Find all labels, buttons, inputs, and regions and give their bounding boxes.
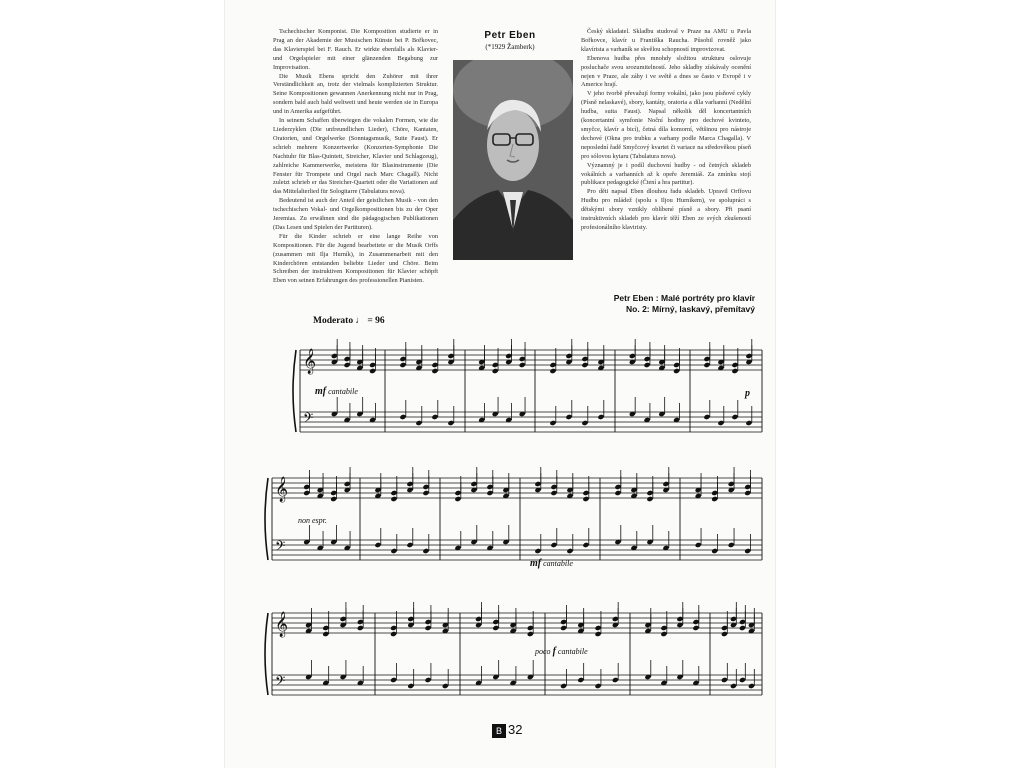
sheet-music-page <box>225 0 775 768</box>
czech-paragraph: Pro děti napsal Eben dlouhou řadu skladeb. Upravil Orffovu Hudbu pro mládež (spolu s Iljou Hurníkem), ve spolupráci s dětskými sbory vznikly oblíbené písně a sbory. Při psaní instruktivních skladeb pro klavír těží Eben ze svých zkušeností profesionálního klaviristy. <box>581 188 751 231</box>
page-number-text: 32 <box>508 722 523 737</box>
publisher-logo-icon: B <box>492 724 506 738</box>
music-score <box>225 0 775 768</box>
composer-birth: (*1929 Žamberk) <box>485 43 535 51</box>
dynamic-p-text: p <box>745 388 750 399</box>
dynamic-p <box>745 388 750 399</box>
brace <box>265 478 268 560</box>
piece-subtitle: No. 2: Mírný, laskavý, přemítavý <box>626 304 755 314</box>
cantabile-text-2: cantabile <box>543 559 573 568</box>
bass-clef-icon: 𝄢 <box>303 410 314 429</box>
composer-name: Petr Eben <box>484 30 536 41</box>
expression-non-espr: non espr. <box>298 516 327 525</box>
german-paragraph: In seinem Schaffen überwiegen die vokalen Formen, wie die Liederzyklen (Die unfreundlichen Lieder), Chöre, Kantaten, Oratorien, und Orgelwerke (Sonntagsmusik, Suite Faust). Er schrieb mehrere Konzertwerke (Konzerten-Symphonie Die Nachtuhr für Blas-Quintett, Streicher, Klavier und Schlagzeug), zahlreiche Kammerwerke, meistens für Blasinstrumente (Die Fenster für Trompete und Orgel nach Marc Chagall). Nicht zuletzt schrieb er das Streicher-Quartett oder die Variationen auf das Mittelalterlied für Sologitarre (Tabulatura nova). <box>273 117 438 196</box>
cantabile-text: cantabile <box>328 387 358 396</box>
czech-paragraph: Ebenova hudba přes mnohdy složitou strukturu oslovuje posluchače svou srozumitelností. Jeho skladby získávaly ocenění nejen v Praze, ale záhy i ve světě a dnes se často v Evropě i v Americe hrají. <box>581 54 751 89</box>
dynamic-poco-f-cantabile <box>535 646 588 657</box>
dynamic-mf-cantabile-2 <box>530 558 573 569</box>
czech-paragraph: Významný je i podíl duchovní hudby - od četných skladeb vokálních a varhanních až k opeře Jeremiáš. Za zmínku stojí publikace pedagogické (Čtení a hra partitur). <box>581 161 751 187</box>
bass-clef-icon: 𝄢 <box>275 538 286 557</box>
german-paragraph: Für die Kinder schrieb er eine lange Reihe von Kompositionen. Für die Jugend bearbeitete er die Musik Orffs (zusammen mit Ilja Hurník), in Zusammenarbeit mit den Kinderchören entstanden beliebte Lieder und Chöre. Beim Schreiben der instruktiven Kompositionen für Klavier schöpft Eben von seinen Erfahrungen des professionellen Pianisten. <box>273 232 438 285</box>
czech-paragraph: V jeho tvorbě převažují formy vokální, jako jsou písňové cykly (Písně nelaskavé), sbory, kantáty, oratoria a díla varhanní (Nedělní hudba, suita Faust). Napsal několik děl koncertantních (koncertantní symfonie Noční hodiny pro dechové kvinteto, smyčce, klavír a bicí), četná díla komorní, většinou pro nástroje dechové (Okna pro trubku a varhany podle Marca Chagalla). V neposlední řadě Smyčcový kvartet či variace na středověkou píseň pro sólovou kytaru (Tabulatura nova). <box>581 90 751 160</box>
german-paragraph: Die Musik Ebens spricht den Zuhörer mit ihrer Verständlichkeit an, trotz der vielmals komplizierten Struktur. Seine Kompositionen gewannen Anerkennung nicht nur in Prag, sondern bald auch bald weltweit und heute werden sie in Europa und in Amerika aufgeführt. <box>273 72 438 116</box>
tempo-text: Moderato <box>313 316 354 326</box>
czech-paragraph: Český skladatel. Skladbu studoval v Praze na AMU u Pavla Bořkovce, klavír u Františka Raucha. Působil rovněž jako klavírista a varhaník se skvělou schopností improvizovat. <box>581 28 751 53</box>
treble-clef-icon: 𝄞 <box>275 477 289 502</box>
dynamic-mf-cantabile <box>315 386 358 397</box>
brace <box>293 350 296 432</box>
dynamic-mf-2: mf <box>530 558 542 569</box>
cantabile-text-3: cantabile <box>557 647 588 656</box>
bass-clef-icon: 𝄢 <box>275 673 286 692</box>
page-number <box>492 722 522 738</box>
german-paragraph: Bedeutend ist auch der Anteil der geistlichen Musik - von den tschechischen Vokal- und Orgelkompositionen bis zu der Oper Jeremias. Zu erwähnen sind die pädagogischen Publikationen (Das Lesen und Spielen der Partituren). <box>273 197 438 231</box>
german-paragraph: Tschechischer Komponist. Die Komposition studierte er in Prag an der Akademie der Musischen Künste bei P. Bořkovec, das Klavierspiel bei F. Rauch. Er wirkte ebenfalls als Klavier- und Orgelspieler mit einer glänzenden Begabung zur Improvisation. <box>273 28 438 71</box>
poco-text: poco <box>535 647 551 656</box>
treble-clef-icon: 𝄞 <box>275 612 289 637</box>
treble-clef-icon: 𝄞 <box>303 349 317 374</box>
piece-title: Petr Eben : Malé portréty pro klavír <box>613 293 755 303</box>
brace <box>265 613 268 695</box>
metronome-mark: ♩ = 96 <box>355 316 385 326</box>
dynamic-f: f <box>552 646 556 657</box>
dynamic-mf: mf <box>315 386 327 397</box>
